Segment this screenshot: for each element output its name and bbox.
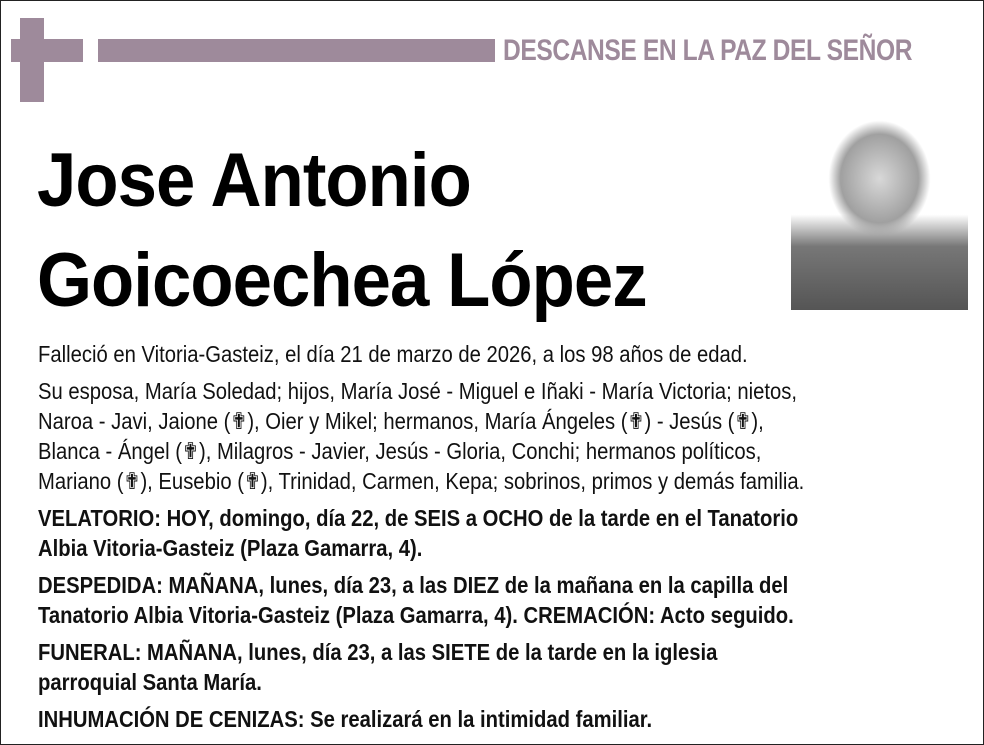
family-paragraph	[38, 376, 804, 496]
funeral-paragraph	[38, 637, 804, 697]
despedida-line: DESPEDIDA: MAÑANA, lunes, día 23, a las DIEZ de la mañana en la capilla del	[38, 572, 789, 598]
velatorio-line: VELATORIO: HOY, domingo, día 22, de SEIS a OCHO de la tarde en el Tanatorio	[38, 505, 799, 531]
family-line: Blanca - Ángel (✟), Milagros - Javier, Jesús - Gloria, Conchi; hermanos políticos,	[38, 438, 762, 464]
name-line-2: Goicoechea López	[37, 238, 647, 323]
death-notice: Falleció en Vitoria-Gasteiz, el día 21 de marzo de 2026, a los 98 años de edad.	[38, 341, 748, 367]
funeral-line: parroquial Santa María.	[38, 669, 262, 695]
header-tagline: DESCANSE EN LA PAZ DEL SEÑOR	[503, 34, 913, 67]
velatorio-line: Albia Vitoria-Gasteiz (Plaza Gamarra, 4).	[38, 535, 423, 561]
velatorio-paragraph	[38, 503, 804, 563]
deceased-photo	[791, 98, 968, 310]
despedida-paragraph	[38, 570, 804, 630]
name-line-1: Jose Antonio	[37, 138, 471, 223]
inhumacion-paragraph: INHUMACIÓN DE CENIZAS: Se realizará en la intimidad familiar.	[38, 706, 653, 732]
family-line: Su esposa, María Soledad; hijos, María José - Miguel e Iñaki - María Victoria; nietos,	[38, 378, 797, 404]
header-bar	[98, 39, 495, 62]
family-line: Mariano (✟), Eusebio (✟), Trinidad, Carmen, Kepa; sobrinos, primos y demás familia.	[38, 468, 805, 494]
cross-icon-arm	[44, 39, 83, 62]
funeral-line: FUNERAL: MAÑANA, lunes, día 23, a las SIETE de la tarde en la iglesia	[38, 639, 718, 665]
family-line: Naroa - Javi, Jaione (✟), Oier y Mikel; hermanos, María Ángeles (✟) - Jesús (✟),	[38, 408, 764, 434]
obituary-body	[38, 339, 804, 741]
cross-icon-arm	[11, 39, 44, 62]
deceased-name	[37, 131, 647, 331]
despedida-line: Tanatorio Albia Vitoria-Gasteiz (Plaza Gamarra, 4). CREMACIÓN: Acto seguido.	[38, 602, 794, 628]
